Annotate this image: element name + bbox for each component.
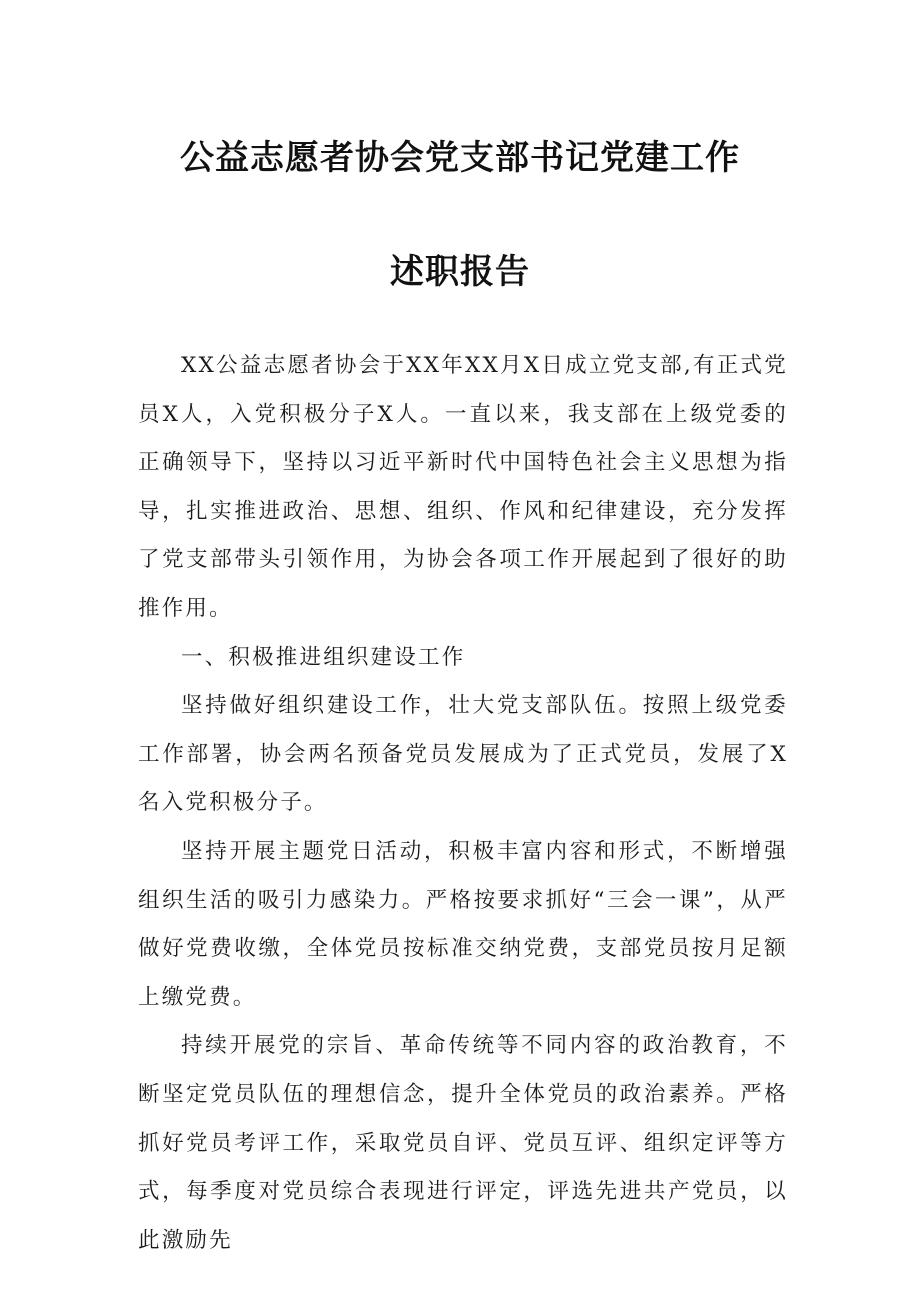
- paragraph-organization: 坚持做好组织建设工作，壮大党支部队伍。按照上级党委工作部署，协会两名预备党员发展成为了正式党员，发展了X名入党积极分子。: [138, 693, 788, 816]
- paragraph-party-day: 坚持开展主题党日活动，积极丰富内容和形式，不断增强组织生活的吸引力感染力。严格按要求抓好“三会一课”，从严做好党费收缴，全体党员按标准交纳党费，支部党员按月足额上缴党费。: [138, 838, 788, 1010]
- paragraph-education: 持续开展党的宗旨、革命传统等不同内容的政治教育，不断坚定党员队伍的理想信念，提升全体党员的政治素养。严格抓好党员考评工作，采取党员自评、党员互评、组织定评等方式，每季度对党员综合表现进行评定，评选先进共产党员，以此激励先: [138, 1033, 788, 1253]
- document-title-line-1: 公益志愿者协会党支部书记党建工作: [180, 138, 740, 178]
- document-body: [138, 342, 788, 1265]
- paragraph-intro: XX公益志愿者协会于XX年XX月X日成立党支部,有正式党员X人，入党积极分子X人。一直以来，我支部在上级党委的正确领导下，坚持以习近平新时代中国特色社会主义思想为指导，扎实推进政治、思想、组织、作风和纪律建设，充分发挥了党支部带头引领作用，为协会各项工作开展起到了很好的助推作用。: [138, 353, 788, 621]
- document-title-line-2: 述职报告: [390, 252, 530, 292]
- section-heading-1: 一、积极推进组织建设工作: [181, 644, 466, 670]
